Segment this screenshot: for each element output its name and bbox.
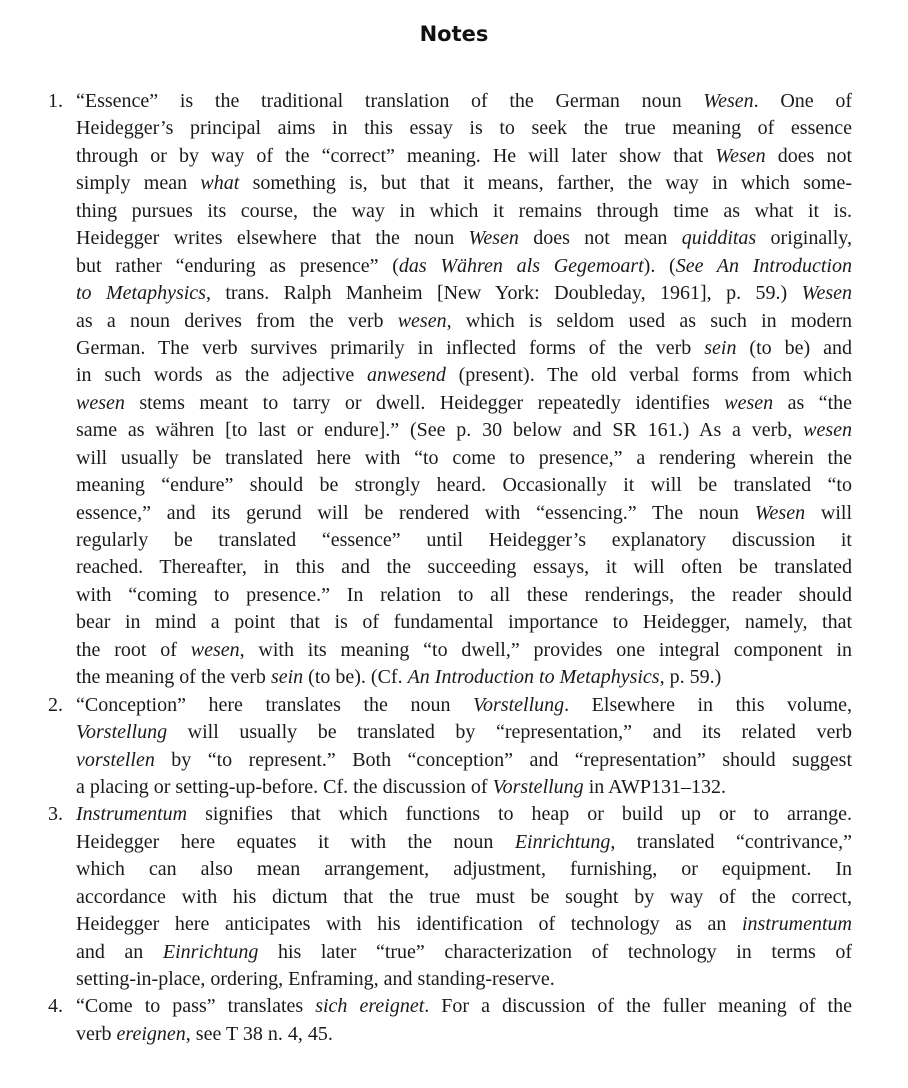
text-run: (to be). (Cf. [303, 666, 408, 689]
italic-term: Wesen [468, 227, 519, 250]
note-line [76, 884, 852, 911]
text-run: Heidegger writes elsewhere that the noun [76, 227, 469, 250]
text-run: with “coming to presence.” In relation to all these renderings, the reader should [76, 583, 852, 606]
note-line [76, 993, 852, 1020]
note-line [76, 198, 852, 225]
page-title: Notes [419, 22, 489, 46]
note-line [76, 472, 852, 499]
italic-term: Wesen [715, 144, 766, 167]
text-run: in such words as the adjective [76, 364, 367, 387]
text-run: Heidegger here anticipates with his identification of technology as an [76, 913, 742, 936]
text-run: accordance with his dictum that the true must be sought by way of the correct, [76, 885, 852, 908]
italic-term: See An Introduction [675, 254, 852, 277]
text-run: will usually be translated by “representation,” and its related verb [167, 721, 852, 744]
note-line [76, 1021, 852, 1048]
text-run: reached. Thereafter, in this and the succeeding essays, it will often be translated [76, 556, 852, 579]
note-line [76, 417, 852, 444]
text-run: in AWP131–132. [583, 775, 726, 798]
note-line [76, 500, 852, 527]
text-run: “Essence” is the traditional translation of the German noun [76, 90, 704, 112]
text-run: (to be) and [736, 336, 852, 359]
italic-term: Einrichtung [162, 940, 259, 963]
italic-term: anwesend [366, 364, 446, 387]
text-run: thing pursues its course, the way in which it remains through time as what it is. [76, 199, 852, 222]
italic-term: wesen [724, 391, 774, 414]
text-run: “Conception” here translates the noun [76, 693, 474, 716]
text-run: ). ( [643, 254, 676, 277]
text-run: , trans. Ralph Manheim [New York: Doubleday, 1961], p. 59.) [205, 282, 802, 305]
text-run: . One of [753, 90, 852, 112]
text-run: setting-in-place, ordering, Enframing, and standing-reserve. [76, 968, 555, 990]
note-number: 1. [48, 90, 63, 112]
text-run: his later “true” characterization of technology in terms of [258, 940, 852, 963]
note-line [76, 115, 852, 142]
text-run: the meaning of the verb [76, 666, 271, 689]
italic-term: instrumentum [742, 913, 852, 936]
italic-term: sein [704, 336, 737, 359]
italic-term: quidditas [681, 227, 757, 250]
italic-term: what [200, 172, 240, 195]
italic-term: An Introduction to Metaphysics [407, 666, 660, 689]
text-run: bear in mind a point that is of fundamental importance to Heidegger, namely, that [76, 611, 852, 634]
text-run: something is, but that it means, farther, the way in which some- [239, 172, 852, 195]
text-run: as “the [773, 391, 852, 414]
note-line [76, 445, 852, 472]
text-run: verb [76, 1022, 117, 1045]
text-run: does not mean [518, 227, 682, 250]
text-run: stems meant to tarry or dwell. Heidegger repeatedly identifies [124, 391, 725, 414]
note-number: 3. [48, 803, 63, 826]
note-line [76, 719, 852, 746]
notes-list [0, 88, 908, 1048]
note-line [76, 362, 852, 389]
note-line [76, 856, 852, 883]
text-run: a placing or setting-up-before. Cf. the discussion of [76, 775, 493, 798]
note-line [76, 637, 852, 664]
text-run: Heidegger’s principal aims in this essay is to seek the true meaning of essence [76, 117, 852, 140]
note-line [76, 390, 852, 417]
text-run: by “to represent.” Both “conception” and “representation” should suggest [154, 748, 852, 771]
italic-term: Wesen [801, 282, 852, 305]
note-line [76, 801, 852, 828]
text-run: signifies that which functions to heap or build up or to arrange. [187, 803, 852, 826]
italic-term: das Währen als Gegemoart [398, 254, 644, 277]
text-run: . For a discussion of the fuller meaning of the [424, 995, 852, 1018]
text-run: and an [76, 940, 163, 963]
italic-term: Wesen [703, 90, 754, 112]
italic-term: sich ereignet [315, 995, 425, 1018]
note-line [76, 143, 852, 170]
note-line [76, 527, 852, 554]
text-run: regularly be translated “essence” until Heidegger’s explanatory discussion it [76, 529, 852, 551]
note-line [76, 664, 852, 691]
text-run: does not [765, 144, 852, 167]
text-run: Heidegger here equates it with the noun [76, 830, 515, 853]
italic-term: Einrichtung [514, 830, 611, 853]
note-line [76, 280, 852, 307]
text-run: , translated “contrivance,” [610, 830, 853, 853]
text-run: will [805, 501, 852, 524]
text-run: essence,” and its gerund will be rendered with “essencing.” The noun [76, 501, 755, 524]
note-item [0, 692, 908, 802]
italic-term: Instrumentum [76, 803, 188, 826]
note-line [76, 829, 852, 856]
note-line [76, 692, 852, 719]
note-item [0, 801, 908, 993]
italic-term: wesen [190, 638, 240, 661]
text-run: , p. 59.) [659, 666, 722, 689]
note-line [76, 554, 852, 581]
text-run: but rather “enduring as presence” ( [76, 254, 399, 277]
note-line [76, 609, 852, 636]
note-line [76, 253, 852, 280]
note-line [76, 582, 852, 609]
text-run: meaning “endure” should be strongly heard. Occasionally it will be translated “to [76, 474, 852, 497]
text-run: will usually be translated here with “to come to presence,” a rendering wherein the [76, 446, 852, 469]
italic-term: Vorstellung [492, 775, 584, 798]
note-line [76, 939, 852, 966]
text-run: originally, [756, 227, 853, 250]
note-line [76, 911, 852, 938]
text-run: , with its meaning “to dwell,” provides one integral component in [239, 638, 853, 661]
note-line [76, 774, 852, 801]
note-line [76, 308, 852, 335]
note-line [76, 747, 852, 774]
text-run: , which is seldom used as such in modern [446, 309, 852, 332]
text-run: German. The verb survives primarily in inflected forms of the verb [76, 336, 705, 359]
text-run: through or by way of the “correct” meaning. He will later show that [76, 144, 716, 167]
italic-term: sein [270, 666, 304, 689]
italic-term: to Metaphysics [76, 282, 206, 305]
text-run: as a noun derives from the verb [76, 309, 398, 332]
note-item [0, 88, 908, 692]
italic-term: vorstellen [76, 748, 155, 771]
italic-term: wesen [803, 419, 852, 442]
text-run: , see T 38 n. 4, 45. [185, 1022, 333, 1045]
text-run: (present). The old verbal forms from which [445, 364, 852, 387]
italic-term: Vorstellung [473, 693, 565, 716]
italic-term: wesen [397, 309, 447, 332]
italic-term: ereignen [116, 1022, 186, 1045]
note-line [76, 225, 852, 252]
note-item [0, 993, 908, 1048]
note-line [76, 966, 852, 993]
note-line [76, 88, 852, 115]
note-line [76, 335, 852, 362]
note-number: 2. [48, 693, 63, 716]
italic-term: Wesen [754, 501, 806, 524]
note-line [76, 170, 852, 197]
text-run: simply mean [76, 172, 201, 195]
italic-term: wesen [76, 391, 125, 414]
text-run: same as währen [to last or endure].” (See p. 30 below and SR 161.) As a verb, [76, 419, 804, 442]
italic-term: Vorstellung [76, 721, 168, 744]
text-run: “Come to pass” translates [76, 995, 316, 1018]
text-run: . Elsewhere in this volume, [564, 693, 853, 716]
note-number: 4. [48, 995, 63, 1018]
text-run: which can also mean arrangement, adjustment, furnishing, or equipment. In [76, 858, 852, 881]
text-run: the root of [76, 638, 191, 661]
